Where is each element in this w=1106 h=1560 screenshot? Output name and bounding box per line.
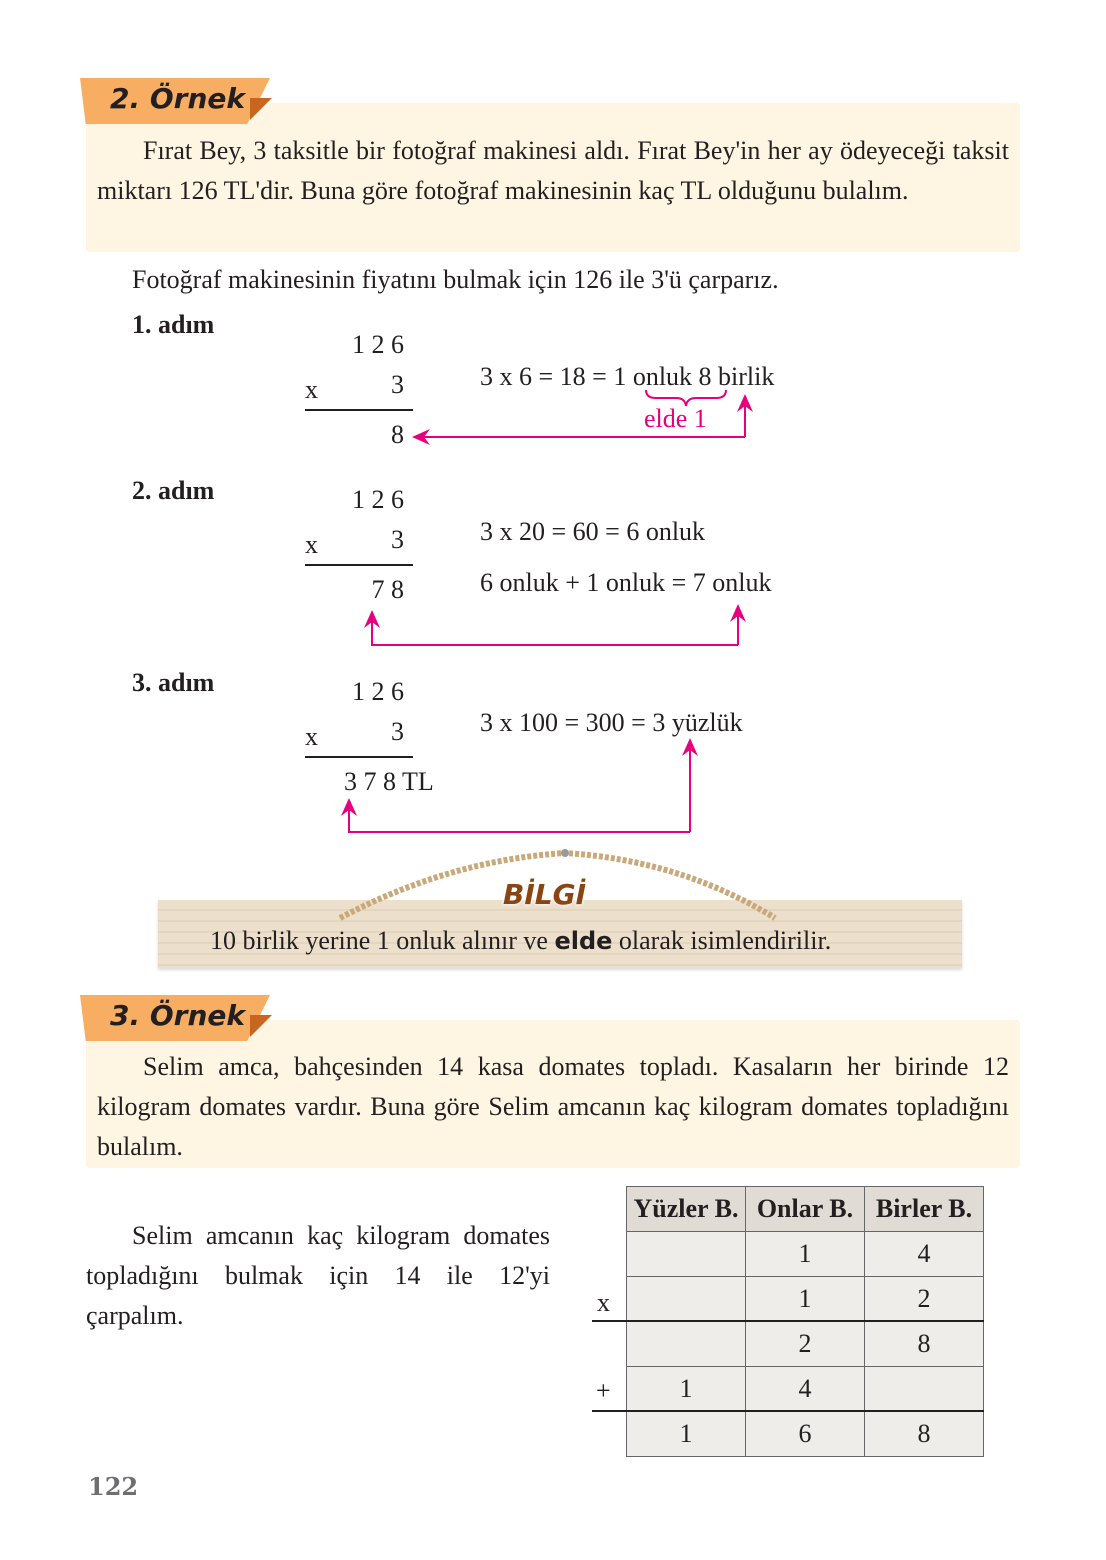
step1-result: 8 bbox=[391, 420, 404, 449]
table-row bbox=[627, 1277, 984, 1322]
example3-problem: Selim amca, bahçesinden 14 kasa domates topladı. Kasaların her birinde 12 kilogram domates vardır. Buna göre Selim amcanın kaç kilogram domates topladığını bulalım. bbox=[97, 1052, 1009, 1161]
step3-multiplier: 3 bbox=[391, 717, 404, 746]
table-plus-operator: + bbox=[596, 1376, 611, 1405]
info-text bbox=[210, 921, 831, 961]
step1-explanation: 3 x 6 = 18 = 1 onluk 8 birlik bbox=[480, 362, 775, 391]
step3-multiplicand: 1 2 6 bbox=[352, 677, 404, 706]
info-text-bold: elde bbox=[554, 927, 613, 955]
step2-multiplicand: 1 2 6 bbox=[352, 485, 404, 514]
arrow-step1 bbox=[414, 396, 745, 437]
page-number: 122 bbox=[88, 1472, 139, 1501]
cell bbox=[627, 1277, 746, 1322]
cell: 2 bbox=[865, 1277, 984, 1322]
arrow-step2 bbox=[372, 612, 738, 645]
cell bbox=[865, 1367, 984, 1412]
example3-label: 3. Örnek bbox=[110, 999, 246, 1032]
step3-label: 3. adım bbox=[132, 668, 215, 697]
cell: 1 bbox=[746, 1232, 865, 1277]
step1-carry-note: elde 1 bbox=[644, 404, 707, 433]
cell: 4 bbox=[865, 1232, 984, 1277]
cell: 2 bbox=[746, 1322, 865, 1367]
step2-operator: x bbox=[305, 530, 318, 559]
cell bbox=[627, 1232, 746, 1277]
step2-result: 7 8 bbox=[371, 575, 404, 604]
step2-line1: 3 x 20 = 60 = 6 onluk bbox=[480, 517, 706, 546]
table-row bbox=[627, 1232, 984, 1277]
step1-multiplier: 3 bbox=[391, 370, 404, 399]
header-tens: Onlar B. bbox=[746, 1187, 865, 1232]
cell: 4 bbox=[746, 1367, 865, 1412]
table-row bbox=[627, 1412, 984, 1457]
table-multiply-operator: x bbox=[597, 1288, 610, 1317]
step1-multiplicand: 1 2 6 bbox=[352, 330, 404, 359]
example3-explanation: Selim amcanın kaç kilogram domates topladığını bulmak için 14 ile 12'yi çarpalım. bbox=[86, 1221, 550, 1330]
cell bbox=[627, 1322, 746, 1367]
cell: 1 bbox=[627, 1367, 746, 1412]
step2-label: 2. adım bbox=[132, 476, 215, 505]
cell: 6 bbox=[746, 1412, 865, 1457]
info-text-before: 10 birlik yerine 1 onluk alınır ve bbox=[210, 926, 555, 955]
info-title: BİLGİ bbox=[503, 878, 587, 911]
step2-line2: 6 onluk + 1 onluk = 7 onluk bbox=[480, 568, 772, 597]
arrow-step3 bbox=[349, 800, 690, 832]
table-row bbox=[627, 1322, 984, 1367]
cell: 1 bbox=[627, 1412, 746, 1457]
carry-brace-icon bbox=[646, 390, 726, 406]
example2-label: 2. Örnek bbox=[110, 82, 246, 115]
step2-multiplier: 3 bbox=[391, 525, 404, 554]
table-sum-rule bbox=[592, 1410, 984, 1412]
header-ones: Birler B. bbox=[865, 1187, 984, 1232]
info-text-after: olarak isimlendirilir. bbox=[612, 926, 832, 955]
step3-result: 3 7 8 TL bbox=[344, 767, 434, 796]
example2-problem: Fırat Bey, 3 taksitle bir fotoğraf makinesi aldı. Fırat Bey'in her ay ödeyeceği taksit miktarı 126 TL'dir. Buna göre fotoğraf makinesinin kaç TL olduğunu bulalım. bbox=[97, 136, 1009, 205]
cell: 1 bbox=[746, 1277, 865, 1322]
step3-line1: 3 x 100 = 300 = 3 yüzlük bbox=[480, 708, 743, 737]
step1-operator: x bbox=[305, 375, 318, 404]
cell: 8 bbox=[865, 1322, 984, 1367]
table-multiply-rule bbox=[592, 1320, 984, 1322]
step3-operator: x bbox=[305, 722, 318, 751]
header-hundreds: Yüzler B. bbox=[627, 1187, 746, 1232]
example2-intro: Fotoğraf makinesinin fiyatını bulmak için 126 ile 3'ü çarparız. bbox=[132, 265, 779, 294]
step1-label: 1. adım bbox=[132, 310, 215, 339]
table-row bbox=[627, 1367, 984, 1412]
cell: 8 bbox=[865, 1412, 984, 1457]
